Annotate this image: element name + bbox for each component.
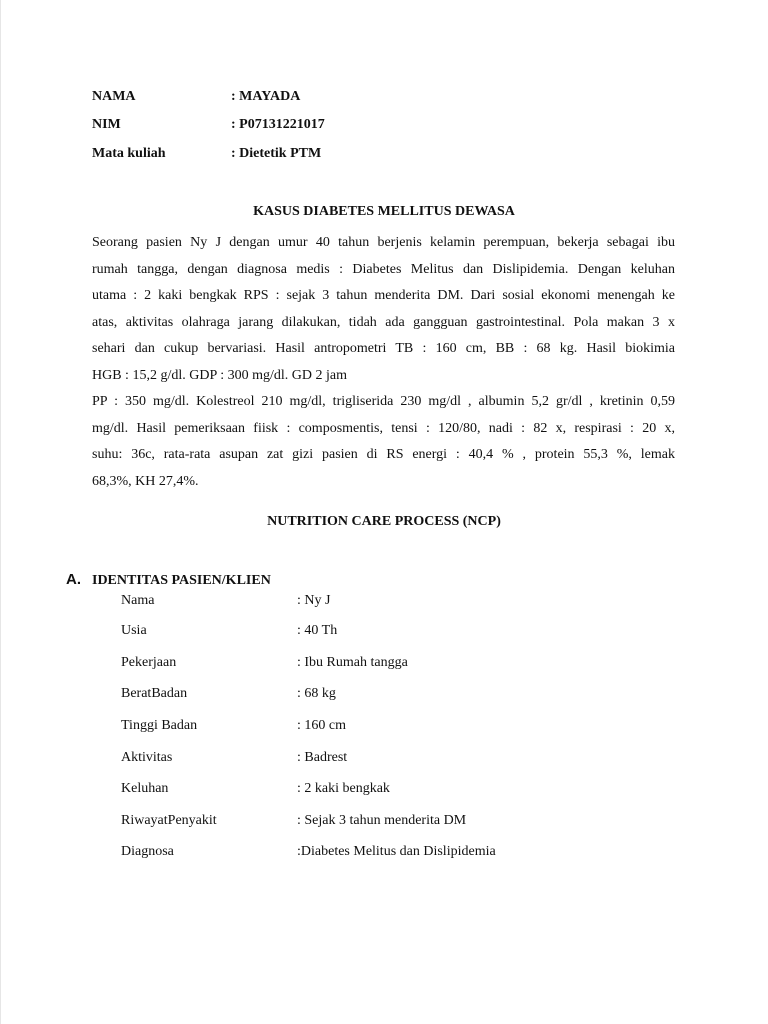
identity-value: : Badrest (297, 750, 348, 765)
identity-label: Keluhan (121, 781, 169, 796)
case-line: mg/dl. Hasil pemeriksaan fiisk : composmentis, tensi : 120/80, nadi : 82 x, respirasi : 20 x, (92, 420, 675, 436)
identity-value: :Diabetes Melitus dan Dislipidemia (297, 844, 496, 859)
section-title: IDENTITAS PASIEN/KLIEN (92, 573, 271, 588)
section-a-heading (66, 571, 271, 590)
header-value: : MAYADA (231, 89, 301, 104)
identity-label: Nama (121, 593, 155, 608)
header-label: NIM (92, 117, 121, 132)
page-edge-line (0, 0, 1, 1024)
case-line: 68,3%, KH 27,4%. (92, 473, 199, 489)
header-value: : Dietetik PTM (231, 146, 322, 161)
section-marker: A. (66, 571, 81, 588)
identity-label: Aktivitas (121, 750, 173, 765)
case-description (92, 230, 675, 495)
identity-value: : Ny J (297, 593, 331, 608)
identity-label: Diagnosa (121, 844, 174, 859)
case-title: KASUS DIABETES MELLITUS DEWASA (253, 204, 515, 219)
identity-value: : 40 Th (297, 623, 338, 638)
header-label: NAMA (92, 89, 136, 104)
case-line: PP : 350 mg/dl. Kolestreol 210 mg/dl, trigliserida 230 mg/dl , albumin 5,2 gr/dl , kretinin 0,59 (92, 394, 675, 409)
header-value: : P07131221017 (231, 117, 325, 132)
identity-label: Pekerjaan (121, 655, 177, 670)
header-label: Mata kuliah (92, 146, 166, 161)
case-line: utama : 2 kaki bengkak RPS : sejak 3 tahun menderita DM. Dari sosial ekonomi menengah ke (92, 288, 675, 303)
identity-label: BeratBadan (121, 686, 188, 701)
case-line: rumah tangga, dengan diagnosa medis : Diabetes Melitus dan Dislipidemia. Dengan keluhan (92, 261, 675, 277)
case-line: atas, aktivitas olahraga jarang dilakukan, tidah ada gangguan gastrointestinal. Pola makan 3 x (92, 314, 675, 330)
identity-label: RiwayatPenyakit (121, 813, 217, 828)
ncp-title: NUTRITION CARE PROCESS (NCP) (267, 514, 501, 529)
identity-value: : 68 kg (297, 686, 336, 701)
case-line: Seorang pasien Ny J dengan umur 40 tahun berjenis kelamin perempuan, bekerja sebagai ibu (92, 235, 675, 250)
identity-value: : Sejak 3 tahun menderita DM (297, 813, 467, 828)
identity-value: : 2 kaki bengkak (297, 781, 390, 796)
identity-label: Usia (121, 623, 147, 638)
identity-label: Tinggi Badan (121, 718, 198, 733)
case-line: sehari dan cukup bervariasi. Hasil antropometri TB : 160 cm, BB : 68 kg. Hasil biokimia (92, 341, 675, 356)
case-line: suhu: 36c, rata-rata asupan zat gizi pasien di RS energi : 40,4 % , protein 55,3 %, lemak (92, 447, 675, 462)
case-line: HGB : 15,2 g/dl. GDP : 300 mg/dl. GD 2 jam (92, 367, 347, 383)
identity-value: : Ibu Rumah tangga (297, 655, 408, 670)
identity-value: : 160 cm (297, 718, 346, 733)
